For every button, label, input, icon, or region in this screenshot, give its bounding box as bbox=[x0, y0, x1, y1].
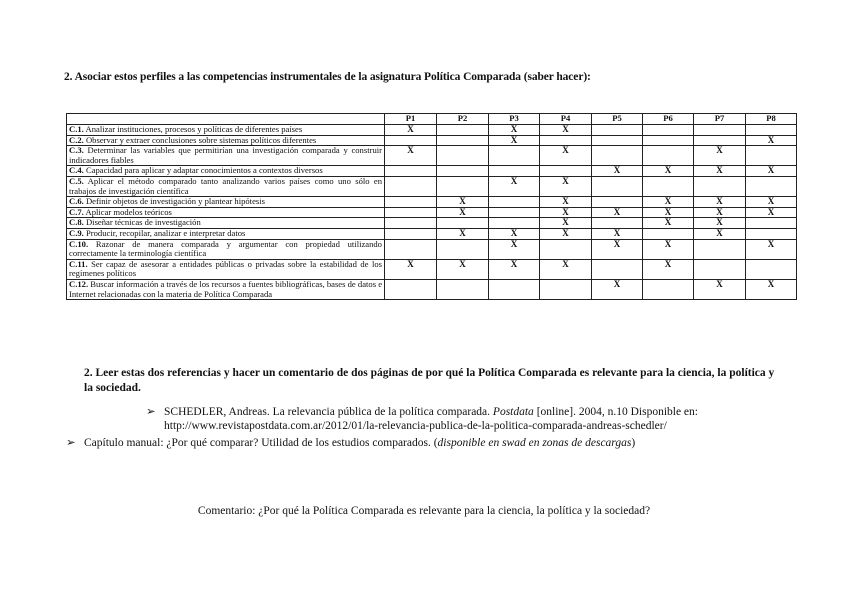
header-empty-cell bbox=[67, 114, 385, 125]
profile-mark-cell bbox=[540, 135, 592, 146]
competency-code: C.3. bbox=[69, 145, 84, 156]
competency-cell bbox=[67, 228, 385, 239]
profile-mark-cell: X bbox=[385, 146, 437, 166]
profile-mark-cell bbox=[592, 259, 643, 279]
table-row bbox=[67, 279, 797, 299]
header-profile: P1 bbox=[385, 114, 437, 125]
profile-mark-cell bbox=[437, 166, 489, 177]
profile-mark-cell: X bbox=[694, 228, 746, 239]
profile-mark-cell bbox=[437, 176, 489, 196]
profile-mark-cell: X bbox=[592, 279, 643, 299]
profile-mark-cell: X bbox=[592, 166, 643, 177]
profile-mark-cell bbox=[746, 259, 797, 279]
competency-cell bbox=[67, 166, 385, 177]
competency-code: C.2. bbox=[69, 135, 84, 145]
profile-mark-cell: X bbox=[489, 228, 540, 239]
competency-cell bbox=[67, 125, 385, 136]
profile-mark-cell: X bbox=[694, 218, 746, 229]
header-profile: P2 bbox=[437, 114, 489, 125]
profile-mark-cell bbox=[385, 239, 437, 259]
profile-mark-cell bbox=[746, 125, 797, 136]
competencies-table bbox=[66, 113, 797, 300]
profile-mark-cell bbox=[437, 135, 489, 146]
profile-mark-cell: X bbox=[746, 197, 797, 208]
competency-code: C.1. bbox=[69, 124, 84, 134]
reference-1-url[interactable]: http://www.revistapostdata.com.ar/2012/01/la-relevancia-publica-de-la-politica-comparada-andreas-schedler/ bbox=[164, 420, 667, 432]
reference-2-close: ) bbox=[631, 437, 636, 449]
competency-cell bbox=[67, 207, 385, 218]
profile-mark-cell bbox=[694, 125, 746, 136]
competency-text: Analizar instituciones, procesos y políticas de diferentes países bbox=[85, 124, 303, 134]
profile-mark-cell: X bbox=[592, 239, 643, 259]
profile-mark-cell bbox=[489, 218, 540, 229]
profile-mark-cell bbox=[592, 197, 643, 208]
profile-mark-cell: X bbox=[540, 176, 592, 196]
profile-mark-cell bbox=[489, 197, 540, 208]
profile-mark-cell bbox=[592, 218, 643, 229]
competency-cell bbox=[67, 135, 385, 146]
profile-mark-cell bbox=[592, 125, 643, 136]
table-header-row bbox=[67, 114, 797, 125]
profile-mark-cell: X bbox=[643, 239, 694, 259]
profile-mark-cell: X bbox=[746, 279, 797, 299]
table-row bbox=[67, 228, 797, 239]
reference-1-journal: Postdata bbox=[492, 406, 534, 418]
competency-text: Producir, recopilar, analizar e interpretar datos bbox=[85, 228, 246, 238]
competency-code: C.8. bbox=[69, 217, 84, 228]
competency-text: Capacidad para aplicar y adaptar conocimientos a contextos diversos bbox=[85, 165, 323, 176]
profile-mark-cell: X bbox=[489, 259, 540, 279]
competency-cell bbox=[67, 176, 385, 196]
reference-2 bbox=[66, 436, 766, 450]
header-profile: P6 bbox=[643, 114, 694, 125]
profile-mark-cell: X bbox=[489, 176, 540, 196]
profile-mark-cell: X bbox=[437, 228, 489, 239]
header-profile: P3 bbox=[489, 114, 540, 125]
table-row bbox=[67, 259, 797, 279]
profile-mark-cell bbox=[746, 146, 797, 166]
profile-mark-cell: X bbox=[540, 228, 592, 239]
profile-mark-cell: X bbox=[385, 125, 437, 136]
profile-mark-cell bbox=[643, 146, 694, 166]
competency-text: Determinar las variables que permitirían una investigación comparada y construir indicadores fiables bbox=[69, 145, 382, 165]
reference-1 bbox=[146, 405, 756, 433]
profile-mark-cell bbox=[540, 166, 592, 177]
profile-mark-cell: X bbox=[437, 207, 489, 218]
profile-mark-cell: X bbox=[540, 218, 592, 229]
arrow-bullet-icon: ➢ bbox=[146, 406, 156, 418]
profile-mark-cell: X bbox=[746, 166, 797, 177]
profile-mark-cell: X bbox=[489, 239, 540, 259]
profile-mark-cell: X bbox=[643, 166, 694, 177]
profile-mark-cell bbox=[694, 259, 746, 279]
header-profile: P5 bbox=[592, 114, 643, 125]
competency-text: Aplicar modelos teóricos bbox=[85, 207, 172, 217]
profile-mark-cell: X bbox=[643, 207, 694, 218]
profile-mark-cell bbox=[437, 125, 489, 136]
competency-text: Definir objetos de investigación y plantear hipótesis bbox=[85, 196, 265, 207]
profile-mark-cell bbox=[385, 166, 437, 177]
profile-mark-cell: X bbox=[694, 207, 746, 218]
profile-mark-cell: X bbox=[746, 135, 797, 146]
profile-mark-cell bbox=[694, 239, 746, 259]
competency-cell bbox=[67, 279, 385, 299]
competency-text: Ser capaz de asesorar a entidades públicas o privadas sobre la estabilidad de los regímenes políticos bbox=[69, 259, 382, 279]
competency-text: Diseñar técnicas de investigación bbox=[85, 217, 201, 228]
profile-mark-cell bbox=[643, 135, 694, 146]
profile-mark-cell bbox=[643, 176, 694, 196]
header-profile: P8 bbox=[746, 114, 797, 125]
profile-mark-cell bbox=[437, 239, 489, 259]
profile-mark-cell bbox=[385, 197, 437, 208]
profile-mark-cell: X bbox=[592, 207, 643, 218]
profile-mark-cell bbox=[437, 218, 489, 229]
profile-mark-cell: X bbox=[694, 197, 746, 208]
profile-mark-cell bbox=[489, 207, 540, 218]
profile-mark-cell: X bbox=[489, 135, 540, 146]
profile-mark-cell bbox=[385, 176, 437, 196]
table-row bbox=[67, 135, 797, 146]
section-2-heading: 2. Asociar estos perfiles a las competencias instrumentales de la asignatura Política Comparada (saber hacer): bbox=[64, 71, 591, 83]
table-row bbox=[67, 166, 797, 177]
competency-text: Aplicar el método comparado tanto analizando varios países como uno sólo en trabajos de investigación científica bbox=[69, 176, 382, 196]
profile-mark-cell: X bbox=[694, 279, 746, 299]
profile-mark-cell: X bbox=[746, 239, 797, 259]
competency-cell bbox=[67, 239, 385, 259]
competency-text: Razonar de manera comparada y argumentar con propiedad utilizando correctamente la terminología científica bbox=[69, 239, 382, 259]
profile-mark-cell bbox=[592, 176, 643, 196]
profile-mark-cell: X bbox=[643, 197, 694, 208]
competency-cell bbox=[67, 197, 385, 208]
competency-text: Observar y extraer conclusiones sobre sistemas políticos diferentes bbox=[85, 135, 317, 145]
competency-code: C.12. bbox=[69, 279, 89, 289]
profile-mark-cell: X bbox=[540, 197, 592, 208]
profile-mark-cell bbox=[694, 135, 746, 146]
profile-mark-cell: X bbox=[437, 259, 489, 279]
table-row bbox=[67, 207, 797, 218]
reference-2-availability: disponible en swad en zonas de descargas bbox=[437, 437, 632, 449]
table-row bbox=[67, 146, 797, 166]
competency-code: C.4. bbox=[69, 165, 84, 176]
table-row bbox=[67, 239, 797, 259]
profile-mark-cell bbox=[592, 135, 643, 146]
profile-mark-cell bbox=[437, 146, 489, 166]
competency-code: C.7. bbox=[69, 207, 84, 217]
profile-mark-cell: X bbox=[694, 166, 746, 177]
profile-mark-cell bbox=[643, 228, 694, 239]
profile-mark-cell: X bbox=[746, 207, 797, 218]
arrow-bullet-icon: ➢ bbox=[66, 437, 76, 449]
header-profile: P4 bbox=[540, 114, 592, 125]
profile-mark-cell bbox=[385, 207, 437, 218]
profile-mark-cell bbox=[746, 228, 797, 239]
competency-code: C.10. bbox=[69, 239, 89, 249]
profile-mark-cell bbox=[385, 228, 437, 239]
reference-1-text: SCHEDLER, Andreas. La relevancia pública de la política comparada. bbox=[164, 406, 493, 418]
profile-mark-cell bbox=[540, 239, 592, 259]
competency-code: C.6. bbox=[69, 196, 84, 207]
profile-mark-cell: X bbox=[694, 146, 746, 166]
competency-code: C.9. bbox=[69, 228, 84, 238]
profile-mark-cell bbox=[437, 279, 489, 299]
profile-mark-cell bbox=[746, 218, 797, 229]
profile-mark-cell bbox=[385, 279, 437, 299]
profile-mark-cell: X bbox=[643, 259, 694, 279]
comment-question: Comentario: ¿Por qué la Política Comparada es relevante para la ciencia, la política y la sociedad? bbox=[197, 505, 651, 517]
table-row bbox=[67, 125, 797, 136]
profile-mark-cell bbox=[489, 279, 540, 299]
profile-mark-cell: X bbox=[540, 146, 592, 166]
table-row bbox=[67, 218, 797, 229]
profile-mark-cell: X bbox=[489, 125, 540, 136]
profile-mark-cell: X bbox=[540, 259, 592, 279]
profile-mark-cell: X bbox=[540, 125, 592, 136]
table-row bbox=[67, 176, 797, 196]
profile-mark-cell: X bbox=[385, 259, 437, 279]
profile-mark-cell bbox=[592, 146, 643, 166]
profile-mark-cell bbox=[489, 146, 540, 166]
profile-mark-cell bbox=[489, 166, 540, 177]
profile-mark-cell: X bbox=[540, 207, 592, 218]
competency-code: C.11. bbox=[69, 259, 88, 269]
competency-cell bbox=[67, 259, 385, 279]
profile-mark-cell bbox=[694, 176, 746, 196]
profile-mark-cell bbox=[385, 218, 437, 229]
header-profile: P7 bbox=[694, 114, 746, 125]
reference-1-details: [online]. 2004, n.10 Disponible en: bbox=[533, 406, 698, 418]
profile-mark-cell bbox=[746, 176, 797, 196]
competency-code: C.5. bbox=[69, 176, 84, 186]
competency-cell bbox=[67, 218, 385, 229]
section-3-heading: 2. Leer estas dos referencias y hacer un comentario de dos páginas de por qué la Política Comparada es relevante para la ciencia, la política y la sociedad. bbox=[84, 367, 775, 394]
profile-mark-cell bbox=[540, 279, 592, 299]
profile-mark-cell bbox=[643, 279, 694, 299]
profile-mark-cell bbox=[643, 125, 694, 136]
competency-text: Buscar información a través de los recursos a fuentes bibliográficas, bases de datos e Internet relacionadas con la materia de Política Comparada bbox=[69, 279, 383, 299]
profile-mark-cell bbox=[385, 135, 437, 146]
reference-2-text: Capítulo manual: ¿Por qué comparar? Utilidad de los estudios comparados. ( bbox=[84, 437, 438, 449]
profile-mark-cell: X bbox=[437, 197, 489, 208]
competency-cell bbox=[67, 146, 385, 166]
profile-mark-cell: X bbox=[592, 228, 643, 239]
table-row bbox=[67, 197, 797, 208]
profile-mark-cell: X bbox=[643, 218, 694, 229]
